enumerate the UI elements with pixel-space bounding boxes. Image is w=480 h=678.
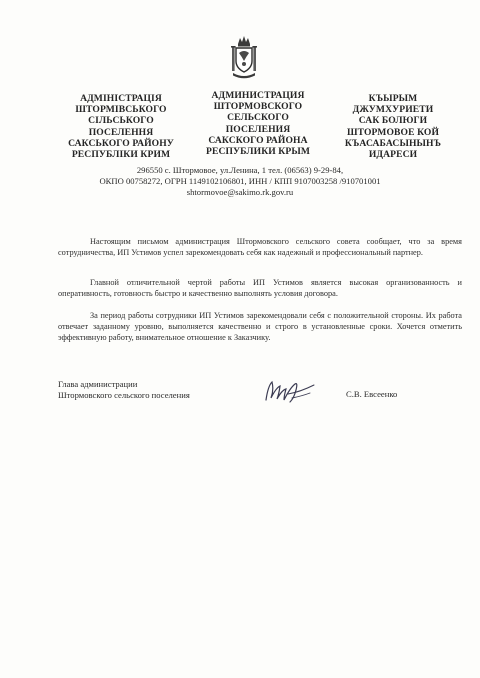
- registration-codes: ОКПО 00758272, ОГРН 1149102106801, ИНН / КПП 9107003258 /910701001: [99, 176, 381, 186]
- header-line: СІЛЬСЬКОГО: [88, 115, 154, 127]
- header-line: АДМИНИСТРАЦИЯ: [211, 90, 305, 101]
- header-line: ДЖУМХУРИЕТИ: [352, 104, 434, 116]
- signatory-position: [58, 379, 190, 402]
- position-line: Штормовского сельского поселения: [58, 390, 190, 401]
- header-line: РЕСПУБЛІКИ КРИМ: [71, 149, 171, 161]
- header-line: КЪАСАБАСЫНЫНЪ: [344, 137, 442, 149]
- header-line: САК БОЛЮГИ: [358, 115, 428, 127]
- position-line: Глава администрации: [58, 379, 138, 389]
- address-line: 296550 с. Штормовое, ул.Ленина, 1 тел. (06563) 9-29-84,: [136, 165, 344, 175]
- paragraph-quality: Главной отличительной чертой работы ИП Устимов является высокая организованность и оперативность, готовность быстро и качественно выполнять условия договора.: [58, 278, 462, 299]
- email-address: shtormovoe@sakimo.rk.gov.ru: [186, 187, 294, 197]
- contact-block: [80, 165, 400, 198]
- paragraph-period: За период работы сотрудники ИП Устимов зарекомендовали себя с положительной стороны. Их работа отвечает заданному уровню, выполняется качественно и строго в установленные сроки. Хочется отметить эффективную работу, внимательное отношение к Заказчику.: [58, 311, 462, 343]
- paragraph-intro: Настоящим письмом администрация Штормовского сельского совета сообщает, что за время сотрудничества, ИП Устимов успел зарекомендовать себя как надежный и профессиональный партнер.: [58, 237, 462, 258]
- header-line: АДМІНІСТРАЦІЯ: [80, 93, 162, 104]
- header-ukrainian: [58, 93, 184, 160]
- header-line: РЕСПУБЛИКИ КРЫМ: [205, 146, 310, 158]
- header-line: ШТОРМОВОЕ КОЙ: [346, 126, 440, 138]
- header-line: КЪЫРЫМ: [368, 93, 418, 104]
- header-line: СЕЛЬСКОГО: [227, 112, 289, 124]
- crimea-emblem-icon: [229, 35, 259, 79]
- handwritten-signature: [262, 376, 320, 406]
- header-line: ПОСЕЛЕНИЯ: [225, 123, 291, 135]
- header-line: САКСКОГО РАЙОНА: [208, 134, 308, 146]
- header-line: ШТОРМОВСКОГО: [213, 101, 303, 113]
- header-line: САКСЬКОГО РАЙОНУ: [68, 137, 174, 149]
- header-line: ИДАРЕСИ: [368, 149, 418, 161]
- header-russian: [195, 90, 321, 157]
- header-line: ШТОРМІВСЬКОГО: [75, 104, 167, 116]
- signatory-name: С.В. Евсеенко: [346, 389, 398, 399]
- header-line: ПОСЕЛЕННЯ: [88, 126, 154, 138]
- header-crimean-tatar: [333, 93, 453, 160]
